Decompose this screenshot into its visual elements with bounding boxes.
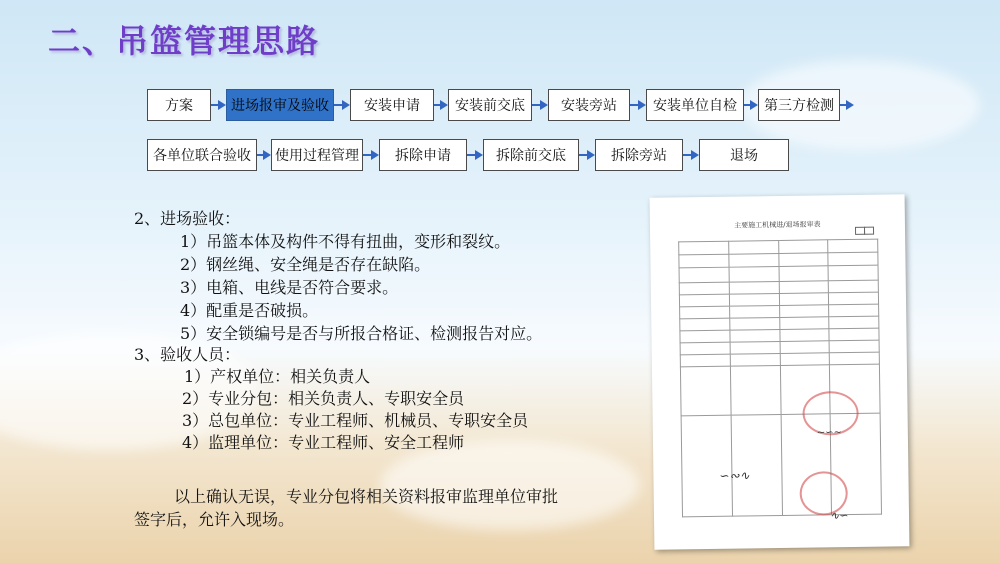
flow-step-self-inspection: 安装单位自检 — [646, 89, 744, 121]
flow-arrow — [744, 101, 758, 109]
flow-arrow — [334, 101, 350, 109]
list-item: 1）产权单位：相关负责人 — [184, 367, 371, 386]
flow-arrow — [579, 151, 595, 159]
signature-scribble: ∽∾∿ — [719, 468, 750, 483]
flow-step-plan: 方案 — [147, 89, 211, 121]
flow-arrow — [363, 151, 379, 159]
flow-arrow — [257, 151, 271, 159]
flow-step-removal-briefing: 拆除前交底 — [483, 139, 579, 171]
flow-step-removal-supervision: 拆除旁站 — [595, 139, 683, 171]
conclusion-line-1: 以上确认无误，专业分包将相关资料报审监理单位审批 — [174, 487, 559, 506]
checkbox-mark — [864, 227, 874, 235]
flow-arrow — [840, 101, 854, 109]
list-item: 4）配重是否破损。 — [180, 301, 319, 320]
page-title: 二、吊篮管理思路 — [48, 22, 321, 60]
list-item: 2）专业分包：相关负责人、专职安全员 — [182, 389, 465, 408]
flow-arrow — [683, 151, 699, 159]
list-item: 4）监理单位：专业工程师、安全工程师 — [182, 433, 465, 452]
flow-step-removal-request: 拆除申请 — [379, 139, 467, 171]
list-item: 2）钢丝绳、安全绳是否存在缺陷。 — [180, 255, 431, 274]
flow-step-third-party-test: 第三方检测 — [758, 89, 840, 121]
signature-scribble: ∿∽ — [829, 509, 849, 523]
flow-arrow — [532, 101, 548, 109]
section-heading-entry-acceptance: 2、进场验收： — [134, 209, 241, 228]
flow-step-install-briefing: 安装前交底 — [448, 89, 532, 121]
scanned-approval-form — [650, 194, 910, 550]
list-item: 5）安全锁编号是否与所报合格证、检测报告对应。 — [180, 324, 543, 343]
document-title: 主要施工机械进/退场报审表 — [734, 220, 821, 230]
flow-step-install-supervision: 安装旁站 — [548, 89, 630, 121]
section-heading-acceptance-staff: 3、验收人员： — [134, 345, 241, 364]
form-table — [678, 239, 882, 518]
list-item: 1）吊篮本体及构件不得有扭曲，变形和裂纹。 — [180, 232, 511, 251]
list-item: 3）电箱、电线是否符合要求。 — [180, 278, 399, 297]
flow-arrow — [630, 101, 646, 109]
conclusion-line-2: 签字后，允许入现场。 — [134, 510, 295, 529]
flow-arrow — [434, 101, 448, 109]
flow-arrow — [467, 151, 483, 159]
list-item: 3）总包单位：专业工程师、机械员、专职安全员 — [182, 411, 529, 430]
flow-step-entry-review: 进场报审及验收 — [226, 89, 334, 121]
flow-step-usage-management: 使用过程管理 — [271, 139, 363, 171]
flow-arrow — [211, 101, 226, 109]
flow-step-exit: 退场 — [699, 139, 789, 171]
flow-step-install-request: 安装申请 — [350, 89, 434, 121]
flow-step-joint-acceptance: 各单位联合验收 — [147, 139, 257, 171]
signature-scribble: ~∽~ — [816, 427, 843, 439]
